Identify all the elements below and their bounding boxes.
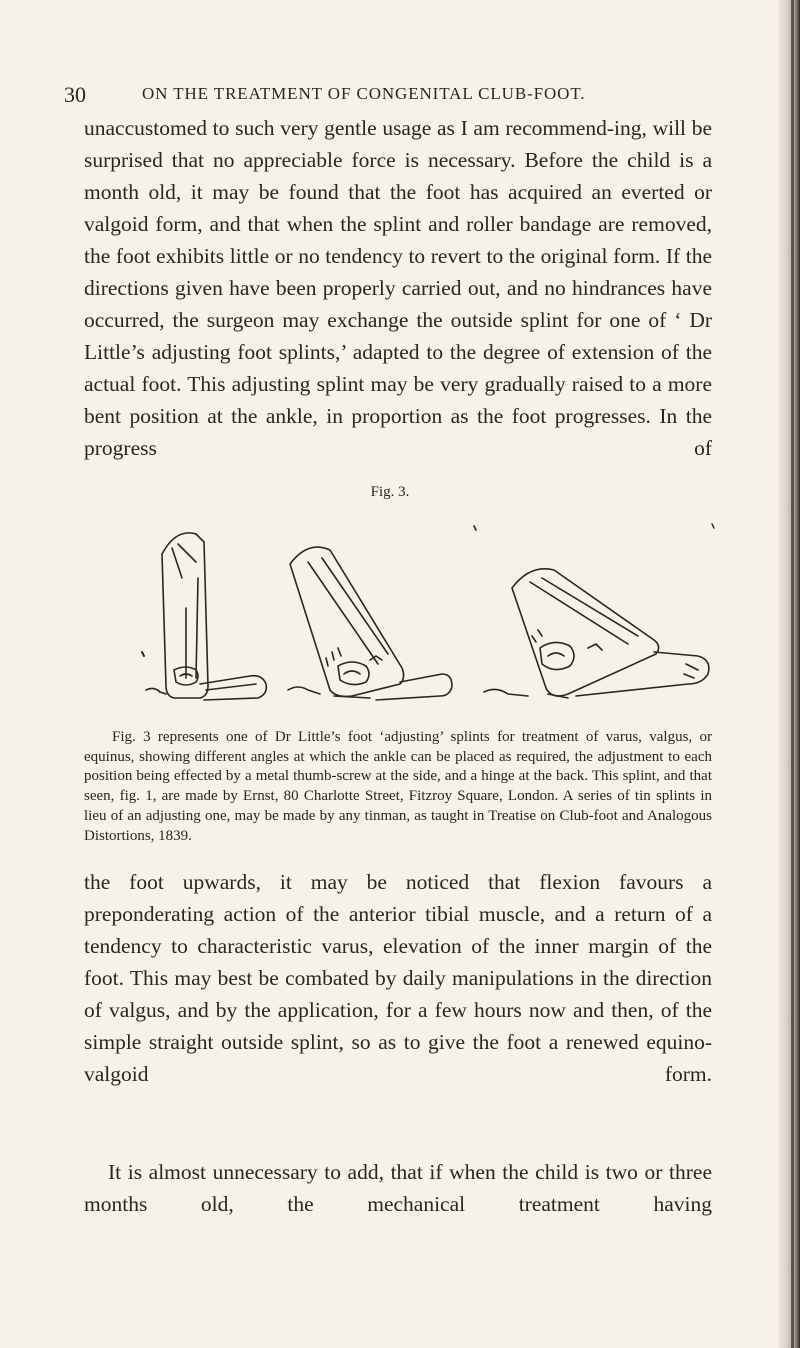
splint-inclined-drawing	[288, 547, 452, 700]
running-head	[64, 82, 744, 112]
splint-illustration	[138, 518, 728, 723]
splint-upright-drawing	[146, 533, 266, 700]
page-number: 30	[64, 82, 86, 107]
body-paragraph-1: unaccustomed to such very gentle usage as I am recommend-ing, will be surprised that no appreciable force is necessary. Before the child is a month old, it may be found that the foot has acquired an everted or valgoid form, and that when the splint and roller bandage are removed, the foot exhibits little or no tendency to revert to the original form. If the directions given have been properly carried out, and no hindrances have occurred, the surgeon may exchange the outside splint for one of ‘ Dr Little’s adjusting foot splints,’ adapted to the degree of extension of the actual foot. This adjusting splint may be very gradually raised to a more bent position at the ankle, in proportion as the foot progresses. In the progress of	[84, 116, 712, 460]
figure-caption: Fig. 3 represents one of Dr Little’s foot ‘adjusting’ splints for treatment of varus, valgus, or equinus, showing different angles at which the ankle can be placed as required, the adjustment to each position being effected by a metal thumb-screw at the side, and a hinge at the back. This splint, and that seen, fig. 1, are made by Ernst, 80 Charlotte Street, Fitzroy Square, London. A series of tin splints in lieu of an adjusting one, may be made by any tinman, as taught in Treatise on Club-foot and Analogous Distortions, 1839.	[84, 729, 712, 844]
binding-line	[791, 0, 794, 1348]
running-title: ON THE TREATMENT OF CONGENITAL CLUB-FOOT.	[142, 84, 586, 103]
body-paragraph-2: the foot upwards, it may be noticed that flexion favours a preponderating action of the anterior tibial muscle, and a return of a tendency to characteristic varus, elevation of the inner margin of the foot. This may best be combated by daily manipulations in the direction of valgus, and by the application, for a few hours now and then, of the simple straight outside splint, so as to give the foot a renewed equino-valgoid form.	[84, 870, 712, 1086]
binding-edge	[778, 0, 800, 1348]
splint-raised-drawing	[484, 569, 709, 698]
figure-label: Fig. 3.	[370, 484, 410, 500]
body-paragraph-3: It is almost unnecessary to add, that if when the child is two or three months old, the mechanical treatment having	[84, 1160, 712, 1216]
